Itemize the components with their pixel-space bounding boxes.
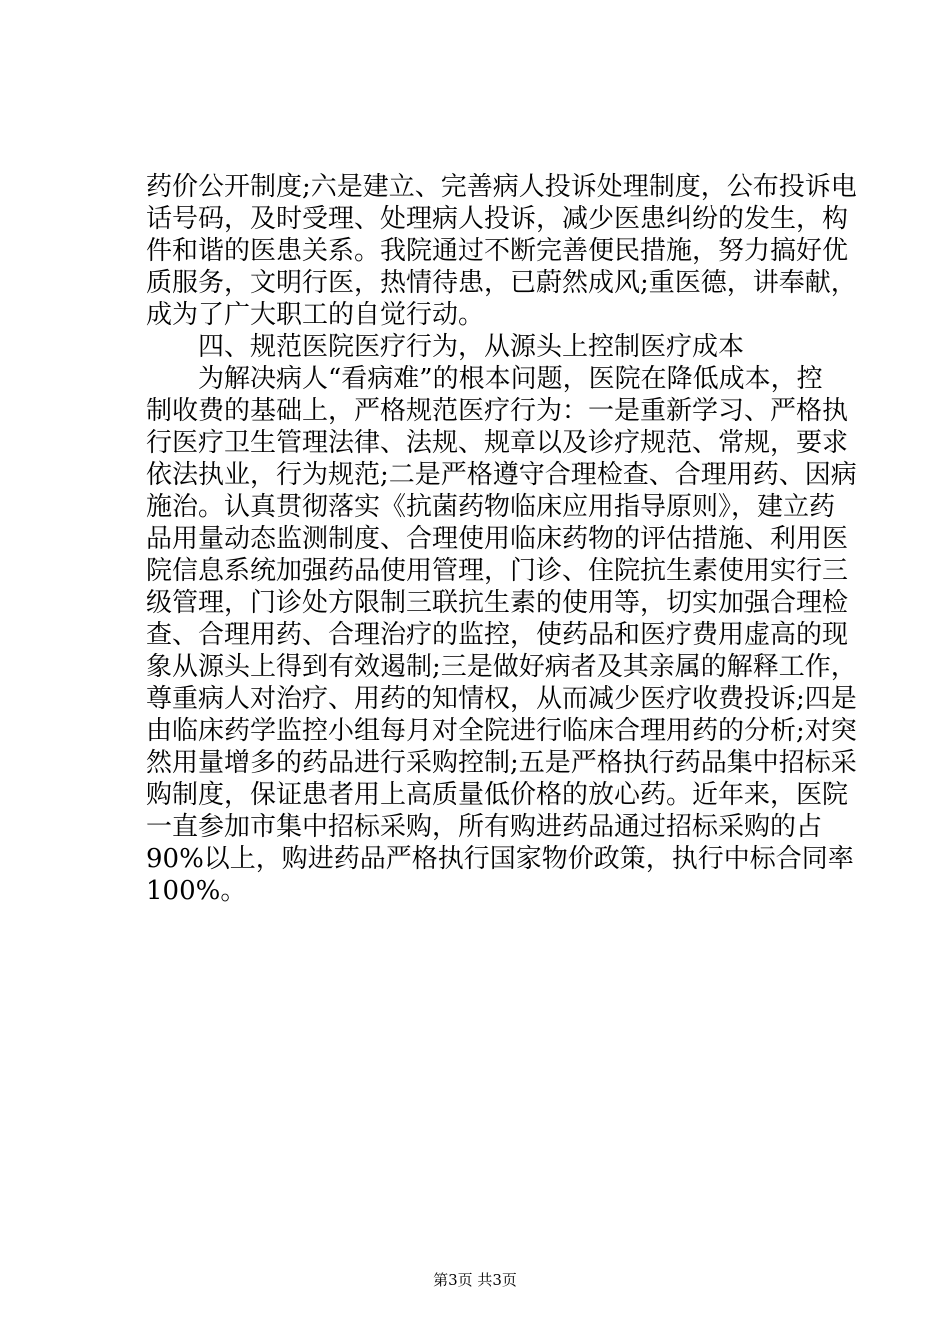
document-body [146,171,857,907]
text-line: 尊重病人对治疗、用药的知情权，从而减少医疗收费投诉;四是 [146,684,857,714]
text-line: 由临床药学监控小组每月对全院进行临床合理用药的分析;对突 [146,716,857,746]
text-line: 院信息系统加强药品使用管理，门诊、住院抗生素使用实行三 [146,556,849,586]
text-line: 品用量动态监测制度、合理使用临床药物的评估措施、利用医 [146,524,849,554]
text-line: 行医疗卫生管理法律、法规、规章以及诊疗规范、常规，要求 [146,428,849,458]
text-line: 然用量增多的药品进行采购控制;五是严格执行药品集中招标采 [146,748,857,778]
text-line: 依法执业，行为规范;二是严格遵守合理检查、合理用药、因病 [146,460,857,490]
section-heading: 四、规范医院医疗行为，从源头上控制医疗成本 [146,332,745,362]
text-line: 制收费的基础上，严格规范医疗行为：一是重新学习、严格执 [146,396,849,426]
paragraph-continued [146,171,857,331]
text-line: 成为了广大职工的自觉行动。 [146,300,485,330]
text-line: 施治。认真贯彻落实《抗菌药物临床应用指导原则》，建立药 [146,492,836,522]
text-line: 质服务，文明行医，热情待患，已蔚然成风;重医德，讲奉献， [146,268,857,298]
text-line: 90%以上，购进药品严格执行国家物价政策，执行中标合同率 [146,844,854,874]
text-line: 100%。 [146,876,247,906]
text-line: 象从源头上得到有效遏制;三是做好病者及其亲属的解释工作， [146,652,857,682]
text-line: 一直参加市集中招标采购，所有购进药品通过招标采购的占 [146,812,823,842]
paragraph-main [146,363,857,907]
page-footer: 第3页 共3页 [433,1271,517,1289]
text-line: 购制度，保证患者用上高质量低价格的放心药。近年来，医院 [146,780,849,810]
text-line: 件和谐的医患关系。我院通过不断完善便民措施，努力搞好优 [146,236,849,266]
text-line: 话号码，及时受理、处理病人投诉，减少医患纠纷的发生，构 [146,204,849,234]
text-line: 为解决病人“看病难”的根本问题，医院在降低成本，控 [146,364,823,394]
text-line: 级管理，门诊处方限制三联抗生素的使用等，切实加强合理检 [146,588,849,618]
text-line: 药价公开制度;六是建立、完善病人投诉处理制度，公布投诉电 [146,172,857,202]
text-line: 查、合理用药、合理治疗的监控，使药品和医疗费用虚高的现 [146,620,849,650]
